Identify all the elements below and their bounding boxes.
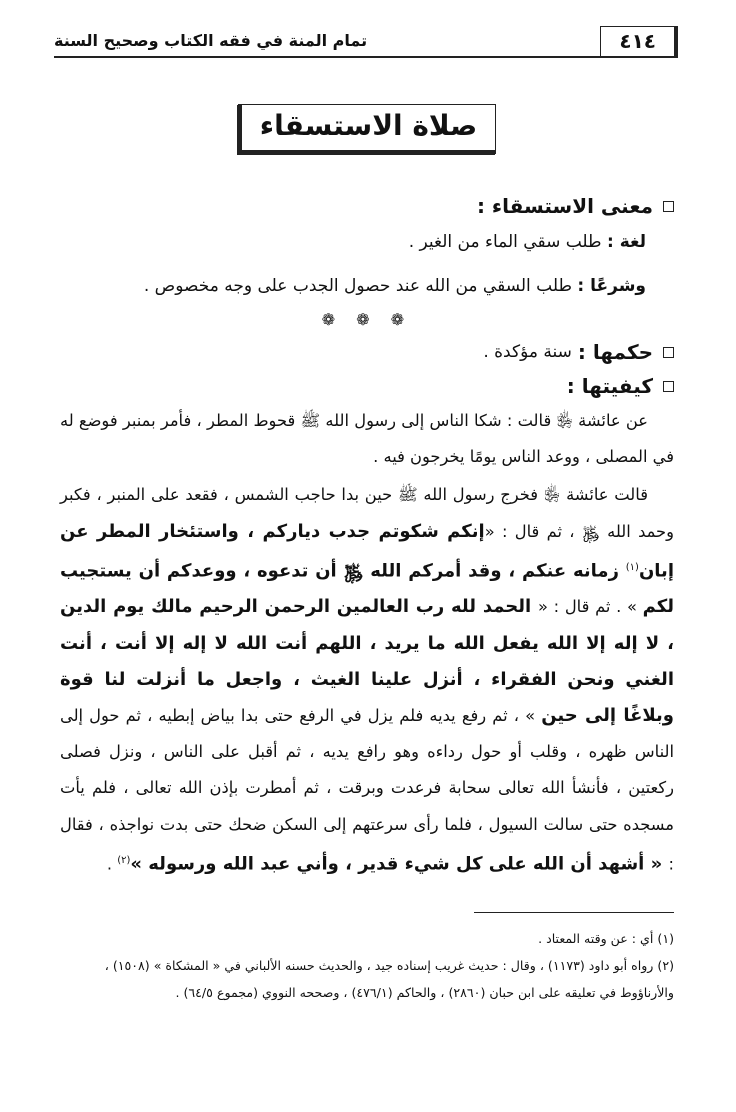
chapter-title-frame bbox=[60, 104, 674, 154]
checkbox-square-icon bbox=[663, 381, 674, 392]
chapter-title: صلاة الاستسقاء bbox=[238, 104, 496, 154]
hadith-paragraph-2 bbox=[60, 477, 674, 882]
section-heading-method bbox=[60, 369, 674, 403]
book-title: تمام المنة في فقه الكتاب وصحيح السنة bbox=[54, 31, 368, 50]
prophetic-speech: إنكم شكوتم جدب دياركم ، واستئخار المطر عن إبان bbox=[60, 520, 674, 582]
checkbox-square-icon bbox=[663, 347, 674, 358]
narration-text: » . ثم قال : « bbox=[537, 597, 643, 617]
narration-text: قالت عائشة ﵂ فخرج رسول الله ﷺ حين بدا حاجب الشمس ، فقعد على المنبر ، فكبر وحمد الله ﷿ ، ثم قال : « bbox=[60, 485, 674, 541]
footnote-1: (١) أي : عن وقته المعتاد . bbox=[538, 931, 674, 947]
flower-ornament-separator: ❁ ❁ ❁ bbox=[321, 310, 413, 329]
term-label: لغة : bbox=[606, 232, 646, 252]
narration-text: . bbox=[106, 854, 118, 874]
supplication-text: الحمد لله رب العالمين الرحمن الرحيم مالك يوم الدين ، لا إله إلا الله يفعل الله ما يريد ، اللهم أنت الله لا إله إلا أنت ، أنت الغني ونحن الفقراء ، أنزل علينا الغيث ، واجعل ما أنزلت لنا قوة وبلاغًا إلى حين bbox=[60, 596, 674, 727]
footnote-divider bbox=[474, 912, 674, 913]
prophetic-speech: زمانه عنكم ، وقد أمركم الله ﷿ أن تدعوه ، ووعدكم أن يستجيب لكم bbox=[60, 560, 675, 618]
running-header bbox=[54, 0, 678, 58]
page-number: ٤١٤ bbox=[600, 26, 678, 57]
footnote-2: (٢) رواه أبو داود (١١٧٣) ، وقال : حديث غريب إسناده جيد ، والحديث حسنه الألباني في « المشكاة » (١٥٠٨) ، والأرناؤوط في تعليقه على ابن حبان (٢٨٦٠) ، والحاكم (٤٧٦/١) ، وصححه النووي (مجموع ٦٤/٥) . bbox=[104, 958, 674, 1001]
narration-text: » ، ثم رفع يديه فلم يزل في الرفع حتى بدا بياض إبطيه ، ثم حول إلى الناس ظهره ، وقلب أو حول رداءه وهو رافع يديه ، ثم أقبل على الناس ، ونزل فصلى ركعتين ، فأنشأ الله تعالى سحابة فرعدت وبرقت ، ثم أمطرت بإذن الله تعالى ، فلم يأت مسجده حتى سالت السيول ، فلما رأى سرعتهم إلى السكن ضحك حتى بدت نواجذه ، فقال : bbox=[60, 706, 674, 874]
definition-text: طلب السقي من الله عند حصول الجدب على وجه مخصوص . bbox=[143, 276, 573, 296]
definition-lugha bbox=[60, 224, 674, 260]
checkbox-square-icon bbox=[663, 201, 674, 212]
section-heading-ruling bbox=[60, 335, 674, 369]
heading-text: معنى الاستسقاء : bbox=[476, 194, 653, 218]
prophetic-speech: « أشهد أن الله على كل شيء قدير ، وأني عبد الله ورسوله » bbox=[130, 853, 669, 875]
heading-text: حكمها : bbox=[577, 340, 653, 364]
footnote-marker-2[interactable]: (٢) bbox=[117, 854, 131, 866]
term-label: وشرعًا : bbox=[577, 276, 646, 296]
section-heading-meaning bbox=[60, 188, 674, 224]
footnote-marker-1[interactable]: (١) bbox=[625, 561, 639, 573]
ruling-text: سنة مؤكدة . bbox=[483, 342, 572, 362]
definition-text: طلب سقي الماء من الغير . bbox=[408, 232, 602, 252]
hadith-paragraph-1: عن عائشة ﵂ قالت : شكا الناس إلى رسول الله ﷺ قحوط المطر ، فأمر بمنبر فوضع له في المصلى ، ووعد الناس يومًا يخرجون فيه . bbox=[60, 411, 674, 467]
heading-text: كيفيتها : bbox=[566, 374, 653, 398]
definition-shar bbox=[60, 268, 674, 304]
